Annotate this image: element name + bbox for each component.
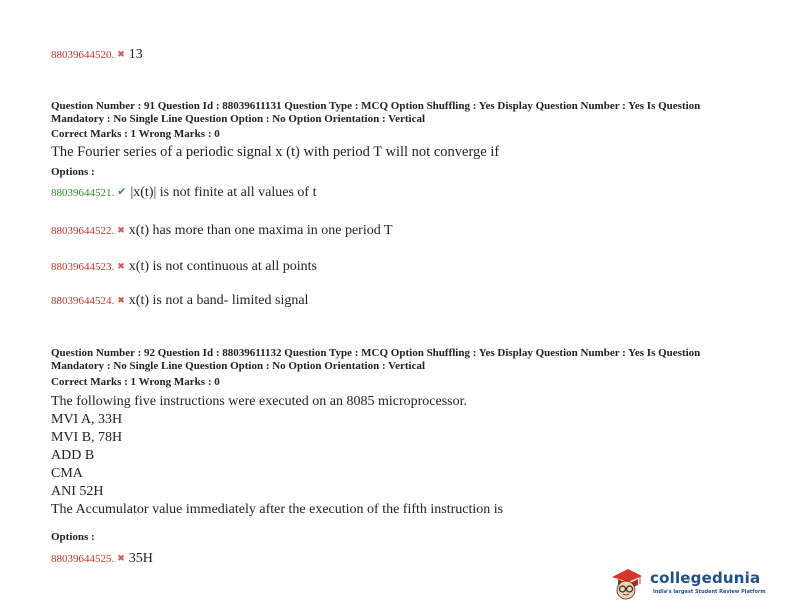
collegedunia-logo [606, 563, 786, 603]
question-stem [51, 393, 503, 519]
stem-line: The Accumulator value immediately after the execution of the fifth instruction is [51, 502, 504, 517]
option-id: 88039644523. [51, 261, 115, 273]
option-id: 88039644521. [51, 187, 115, 199]
option-id: 88039644520. [51, 49, 115, 61]
logo-tagline: India's largest Student Review Platform [653, 589, 766, 595]
question-marks: Correct Marks : 1 Wrong Marks : 0 [51, 376, 220, 388]
option-row [51, 221, 393, 239]
option-text: 13 [128, 47, 143, 62]
option-text: 35H [128, 551, 153, 566]
stem-line: MVI B, 78H [51, 430, 123, 445]
option-id: 88039644524. [51, 295, 115, 307]
stem-line: CMA [51, 466, 83, 481]
options-label: Options : [51, 166, 95, 178]
logo-wordmark: collegedunia [650, 569, 761, 587]
option-text: x(t) has more than one maxima in one period T [128, 223, 393, 238]
cross-icon: ✖ [117, 226, 125, 236]
option-text: x(t) is not continuous at all points [128, 259, 318, 274]
question-marks: Correct Marks : 1 Wrong Marks : 0 [51, 128, 220, 140]
option-id: 88039644522. [51, 225, 115, 237]
cross-icon: ✖ [117, 50, 125, 60]
cross-icon: ✖ [117, 296, 125, 306]
question-header: Question Number : 91 Question Id : 88039611131 Question Type : MCQ Option Shuffling : Yes Display Question Number : Yes Is Question [51, 100, 701, 112]
question-header: Question Number : 92 Question Id : 88039611132 Question Type : MCQ Option Shuffling : Yes Display Question Number : Yes Is Question [51, 347, 701, 359]
question-stem: The Fourier series of a periodic signal x (t) with period T will not converge if [51, 144, 500, 160]
option-row [51, 549, 153, 567]
check-icon: ✔ [117, 185, 127, 198]
option-id: 88039644525. [51, 553, 115, 565]
option-row [51, 45, 143, 63]
option-text: x(t) is not a band- limited signal [128, 293, 309, 308]
stem-line: ADD B [51, 448, 95, 463]
stem-line: ANI 52H [51, 484, 104, 499]
question-header-line2: Mandatory : No Single Line Question Option : No Option Orientation : Vertical [51, 360, 426, 372]
stem-line: MVI A, 33H [51, 412, 123, 427]
cross-icon: ✖ [117, 554, 125, 564]
mascot-icon [606, 563, 646, 603]
option-row [51, 257, 317, 275]
option-row [51, 291, 308, 309]
question-header-line2: Mandatory : No Single Line Question Option : No Option Orientation : Vertical [51, 113, 426, 125]
stem-line: The following five instructions were executed on an 8085 microprocessor. [51, 394, 467, 409]
options-label: Options : [51, 531, 95, 543]
option-row [51, 183, 316, 201]
cross-icon: ✖ [117, 262, 125, 272]
option-text: |x(t)| is not finite at all values of t [130, 185, 317, 200]
